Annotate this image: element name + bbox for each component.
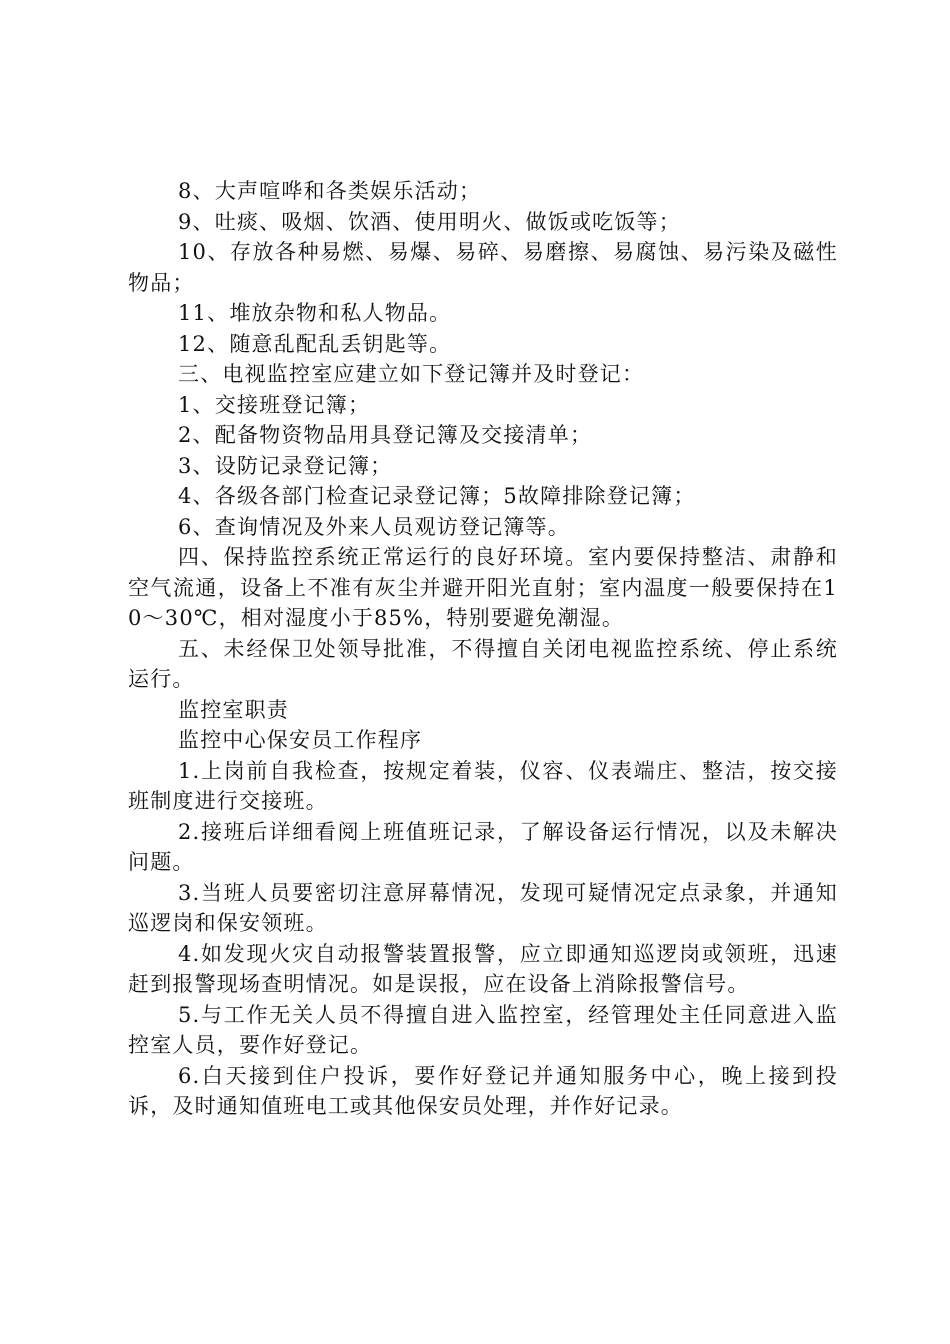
section-title-procedure: 监控中心保安员工作程序 (178, 728, 423, 752)
register-item-1: 1、交接班登记簿； (178, 392, 371, 417)
procedure-step-3: 3.当班人员要密切注意屏幕情况，发现可疑情况定点录象，并通知巡逻岗和保安领班。 (128, 880, 838, 935)
procedure-step-6: 6.白天接到住户投诉，要作好登记并通知服务中心，晚上接到投诉，及时通知值班电工或其他保安员处理，并作好记录。 (128, 1063, 838, 1118)
list-item-11: 11、堆放杂物和私人物品。 (178, 301, 452, 325)
procedure-step-1: 1.上岗前自我检查，按规定着装，仪容、仪表端庄、整洁，按交接班制度进行交接班。 (128, 758, 838, 813)
list-item-12: 12、随意乱配乱丢钥匙等。 (178, 331, 452, 356)
register-item-3: 3、设防记录登记簿； (178, 453, 393, 478)
list-item-10: 10、存放各种易燃、易爆、易碎、易磨擦、易腐蚀、易污染及磁性物品； (128, 240, 838, 295)
register-item-6: 6、查询情况及外来人员观访登记簿等。 (178, 514, 570, 539)
section-heading-3: 三、电视监控室应建立如下登记簿并及时登记： (178, 362, 645, 386)
procedure-step-2: 2.接班后详细看阅上班值班记录，了解设备运行情况，以及未解决问题。 (128, 819, 838, 874)
section-title-duties: 监控室职责 (178, 697, 289, 722)
document-body (128, 176, 838, 1122)
register-item-4-5: 4、各级各部门检查记录登记簿；5故障排除登记簿； (178, 484, 696, 508)
procedure-step-5: 5.与工作无关人员不得擅自进入监控室，经管理处主任同意进入监控室人员，要作好登记。 (128, 1002, 838, 1057)
register-item-2: 2、配备物资物品用具登记簿及交接清单； (178, 423, 593, 447)
procedure-step-4: 4.如发现火灾自动报警装置报警，应立即通知巡逻岗或领班，迅速赶到报警现场查明情况。如是误报，应在设备上消除报警信号。 (128, 941, 838, 996)
list-item-9: 9、吐痰、吸烟、饮酒、使用明火、做饭或吃饭等； (178, 209, 681, 234)
list-item-8: 8、大声喧哗和各类娱乐活动； (178, 179, 482, 203)
section-paragraph-5: 五、未经保卫处领导批准，不得擅自关闭电视监控系统、停止系统运行。 (128, 636, 838, 691)
section-paragraph-4: 四、保持监控系统正常运行的良好环境。室内要保持整洁、肃静和空气流通，设备上不准有灰尘并避开阳光直射；室内温度一般要保持在10～30℃，相对湿度小于85%，特别要避免潮湿。 (128, 545, 838, 630)
